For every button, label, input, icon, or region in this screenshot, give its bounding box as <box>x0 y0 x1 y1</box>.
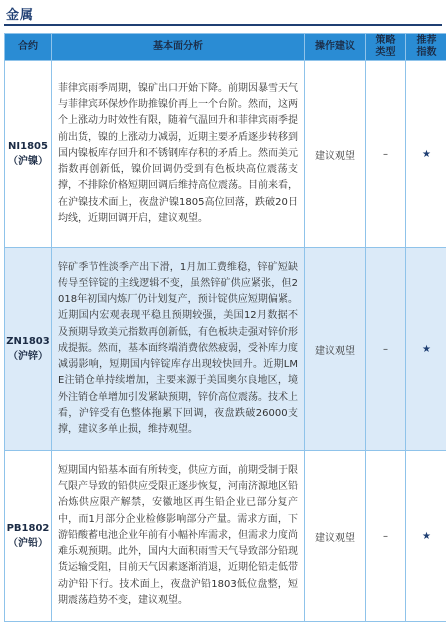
header-rating <box>406 34 446 61</box>
suggestion-cell: 建议观望 <box>305 248 366 451</box>
table-row <box>5 248 446 451</box>
rating-star-icon: ★ <box>406 61 446 248</box>
analysis-text: 菲律宾雨季周期，镍矿出口开始下降。前期因暴雪天气与菲律宾环保炒作助推镍价再上一个台阶。然而，这两个上涨动力时效性有限，随着气温回升和菲律宾雨季提前出货，镍的上涨动力减弱，近期主要矛盾逐步转移到国内镍板库存回升和不锈钢库存积的矛盾上。然而美元指数再创新低，镍价回调仍受到有色板块高位震荡支撑，不排除价格短期回调后维持高位震荡。目前来看，在沪镍技术面上，夜盘沪镍1805高位回落，跌破20日均线，近期回调开启，建议观望。 <box>52 61 305 248</box>
contract-cell <box>5 248 52 451</box>
table-row <box>5 61 446 248</box>
analysis-text: 锌矿季节性淡季产出下滑，1月加工费维稳，锌矿短缺传导至锌锭的主线逻辑不变，虽然锌矿供应紧张，但2018年初国内炼厂仍计划复产，预计锭供应短期偏紧。近期国内宏观表现平稳且预期较强，美国12月数据不及预期导致美元指数再创新低，有色板块走强对锌价形成提振。然而，基本面终端消费依然疲弱，受补库力度减弱影响，短期国内锌锭库存出现较快回升。近期LME注销仓单持续增加，主要来源于美国奥尔良地区，境外注销仓单增加引发紧缺预期，锌价高位震荡。技术上看，沪锌受有色整体拖累下回调，夜盘跌破26000支撑，建议多单止损，维持观望。 <box>52 248 305 451</box>
contract-code: PB1802 <box>5 521 51 536</box>
title-rule <box>4 24 442 26</box>
contract-name: （沪锌） <box>5 349 51 364</box>
section-title: 金属 <box>6 4 34 23</box>
rating-star-icon: ★ <box>406 451 446 622</box>
header-strategy-type <box>366 34 406 61</box>
header-suggestion: 操作建议 <box>305 34 366 61</box>
suggestion-cell: 建议观望 <box>305 61 366 248</box>
header-analysis: 基本面分析 <box>52 34 305 61</box>
contract-cell <box>5 451 52 622</box>
table-row <box>5 451 446 622</box>
header-rating-label: 推荐指数 <box>415 35 439 59</box>
rating-star-icon: ★ <box>406 248 446 451</box>
contract-code: NI1805 <box>5 139 51 154</box>
analysis-text: 短期国内铅基本面有所转变，供应方面，前期受制于限气限产导致的铅供应受限正逐步恢复，河南济源地区铅冶炼供应限产解禁，安徽地区再生铅企业已部分复产中，而1月部分企业检修影响部分产量。需求方面，下游铅酸蓄电池企业年前有小幅补库需求，但需求力度尚难乐观预期。此外，国内大面积雨雪天气导致部分铅现货运输受阻，目前天气因素逐渐消退，近期伦铅走低带动沪铅下行。技术面上，夜盘沪铅1803低位盘整，短期震荡趋势不变，建议观望。 <box>52 451 305 622</box>
strategy-type-cell: – <box>366 61 406 248</box>
strategy-type-cell: – <box>366 248 406 451</box>
metals-table <box>4 33 446 622</box>
contract-code: ZN1803 <box>5 334 51 349</box>
header-contract: 合约 <box>5 34 52 61</box>
table-header-row <box>5 34 446 61</box>
contract-name: （沪铅） <box>5 536 51 551</box>
suggestion-cell: 建议观望 <box>305 451 366 622</box>
strategy-type-cell: – <box>366 451 406 622</box>
contract-cell <box>5 61 52 248</box>
contract-name: （沪镍） <box>5 154 51 169</box>
header-strategy-type-label: 策略类型 <box>374 35 398 59</box>
